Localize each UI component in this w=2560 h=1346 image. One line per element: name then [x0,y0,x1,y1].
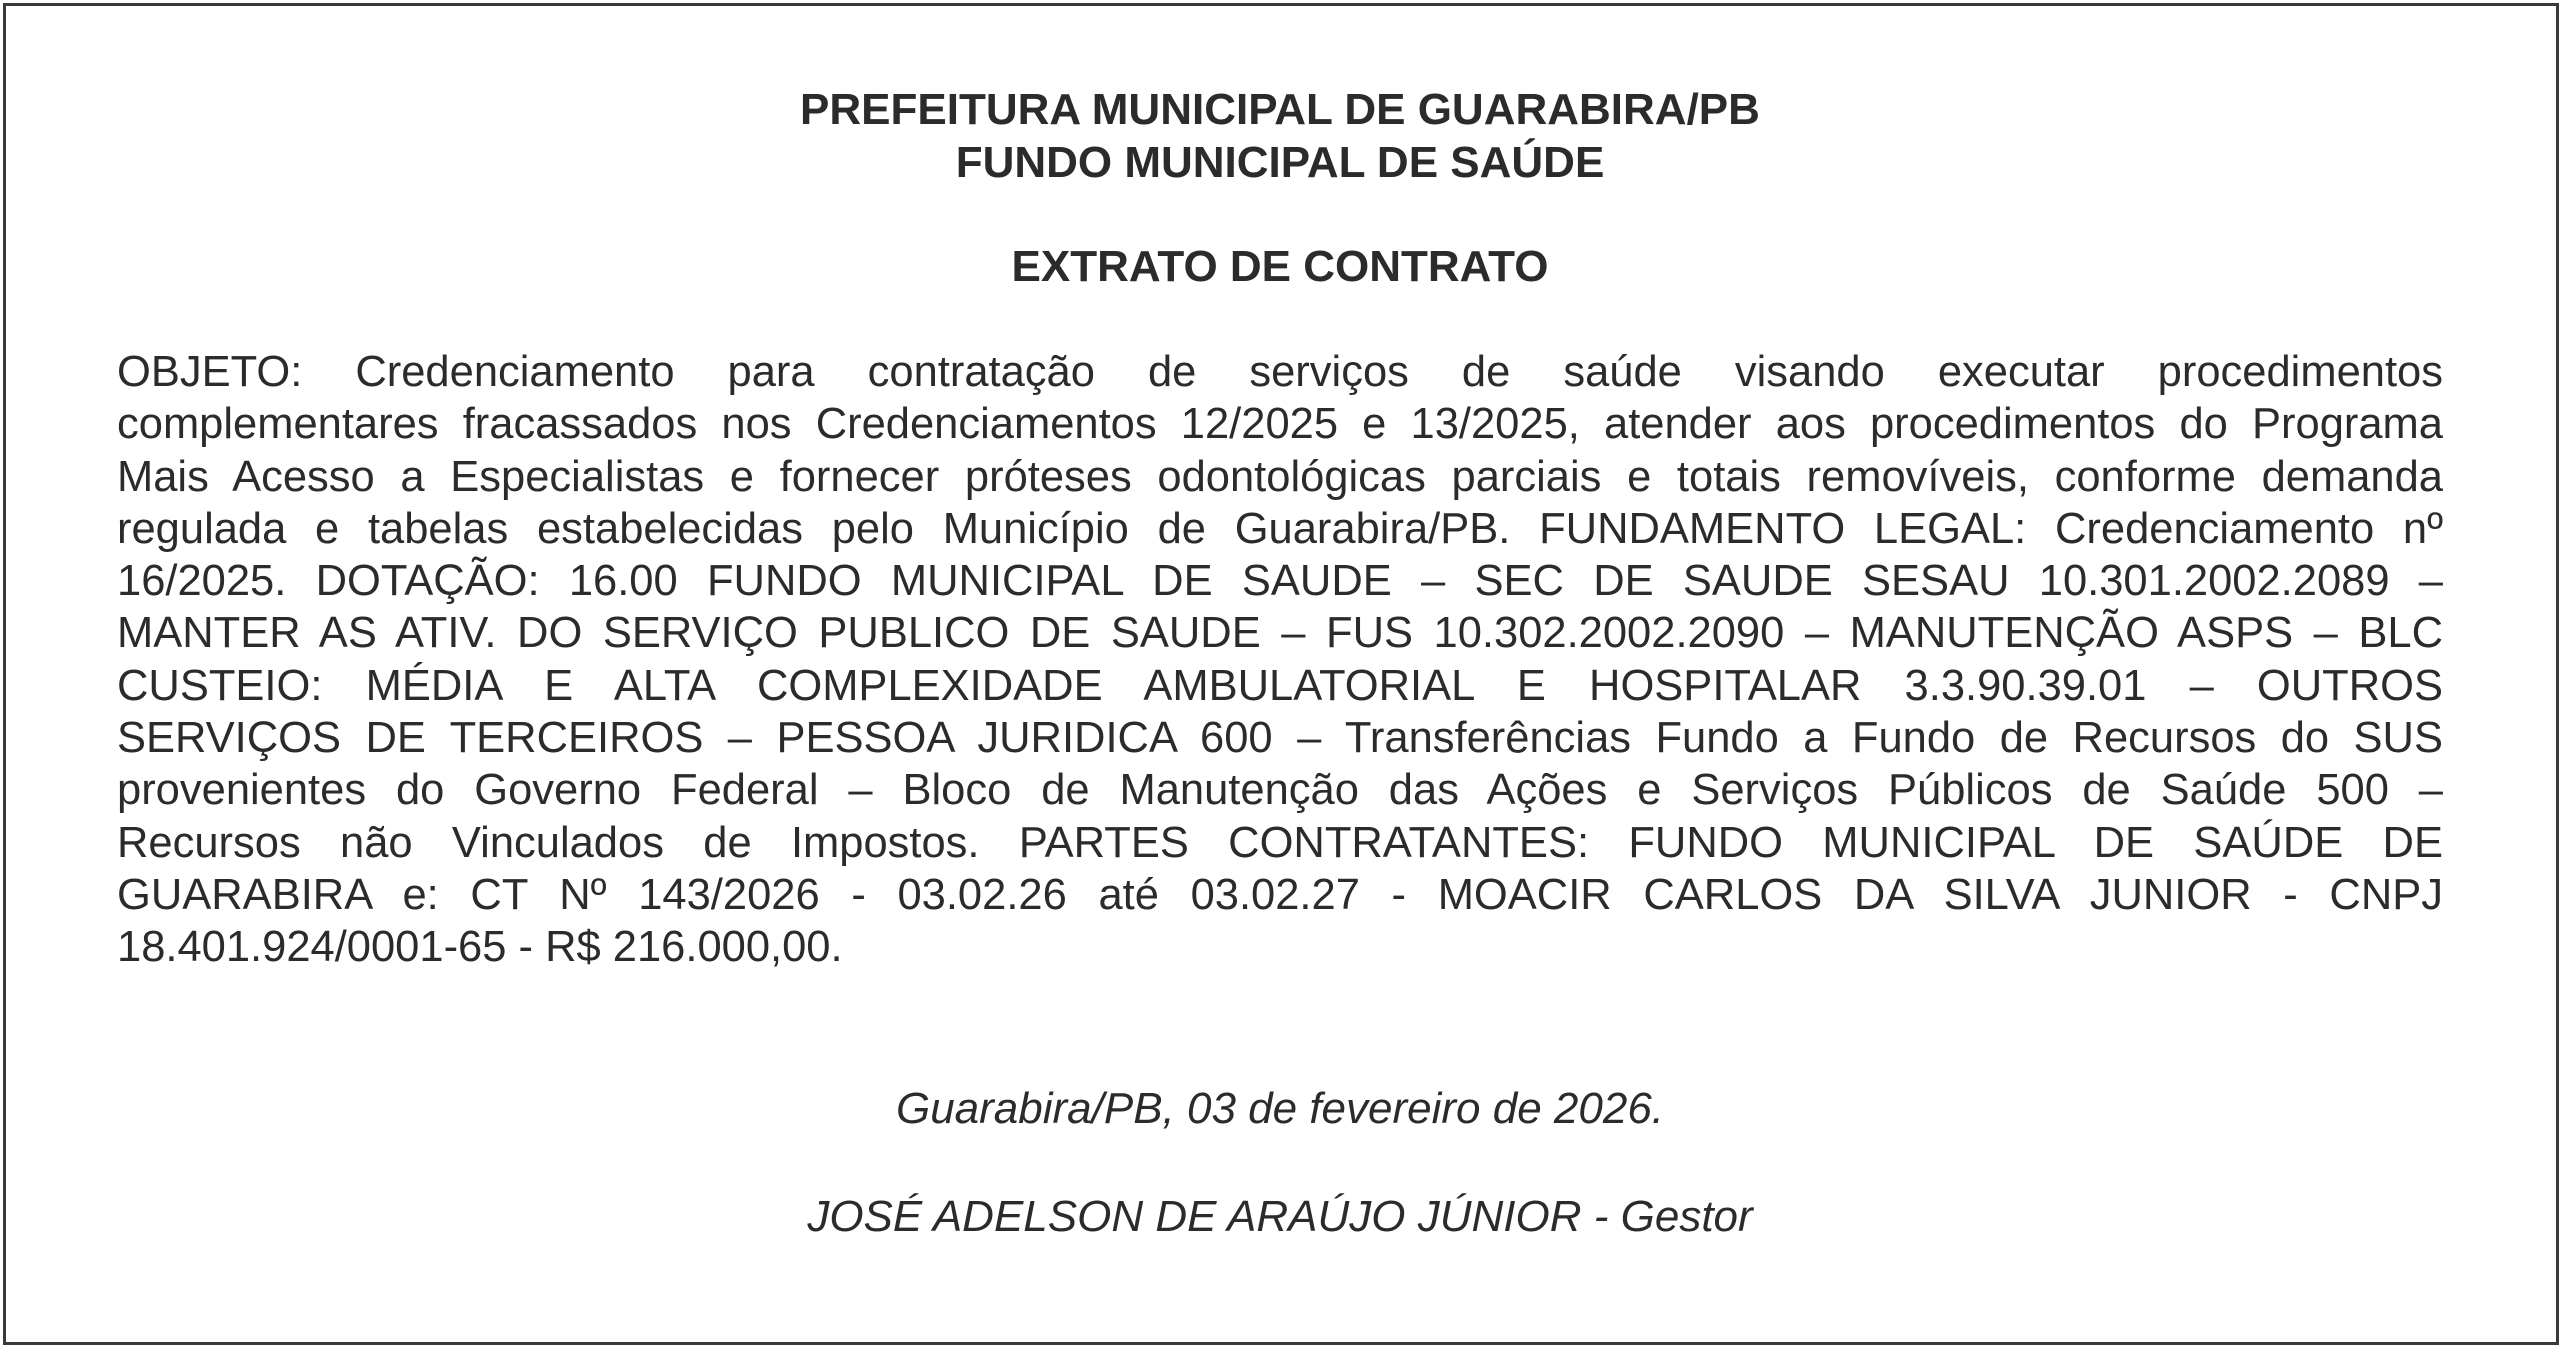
body-line: 16/2025. DOTAÇÃO: 16.00 FUNDO MUNICIPAL DE SAUDE – SEC DE SAUDE SESAU 10.301.2002.2089 – [117,557,2443,606]
signatory: JOSÉ ADELSON DE ARAÚJO JÚNIOR - Gestor [807,1192,1753,1241]
header-municipality: PREFEITURA MUNICIPAL DE GUARABIRA/PB [800,85,1760,134]
header-fund: FUNDO MUNICIPAL DE SAÚDE [955,138,1605,187]
place-and-date: Guarabira/PB, 03 de fevereiro de 2026. [895,1084,1665,1133]
body-line: GUARABIRA e: CT Nº 143/2026 - 03.02.26 até 03.02.27 - MOACIR CARLOS DA SILVA JUNIOR - CNPJ [117,870,2443,919]
contract-body [117,346,2443,974]
body-line: complementares fracassados nos Credenciamentos 12/2025 e 13/2025, atender aos procedimentos do Programa [117,400,2443,449]
body-line: MANTER AS ATIV. DO SERVIÇO PUBLICO DE SAUDE – FUS 10.302.2002.2090 – MANUTENÇÃO ASPS – BLC [117,609,2443,658]
body-line: SERVIÇOS DE TERCEIROS – PESSOA JURIDICA 600 – Transferências Fundo a Fundo de Recursos do SUS [117,714,2443,763]
body-line: regulada e tabelas estabelecidas pelo Município de Guarabira/PB. FUNDAMENTO LEGAL: Credenciamento nº [117,504,2443,553]
body-line: Recursos não Vinculados de Impostos. PARTES CONTRATANTES: FUNDO MUNICIPAL DE SAÚDE DE [117,818,2443,867]
document-title: EXTRATO DE CONTRATO [1011,242,1549,291]
body-line: OBJETO: Credenciamento para contratação de serviços de saúde visando executar procedimentos [117,348,2443,396]
body-line: 18.401.924/0001-65 - R$ 216.000,00. [117,923,843,972]
body-line: provenientes do Governo Federal – Bloco de Manutenção das Ações e Serviços Públicos de Saúde 500 – [117,766,2443,815]
body-line: CUSTEIO: MÉDIA E ALTA COMPLEXIDADE AMBULATORIAL E HOSPITALAR 3.3.90.39.01 – OUTROS [117,661,2443,710]
body-line: Mais Acesso a Especialistas e fornecer próteses odontológicas parciais e totais removíveis, conforme demanda [117,452,2443,501]
